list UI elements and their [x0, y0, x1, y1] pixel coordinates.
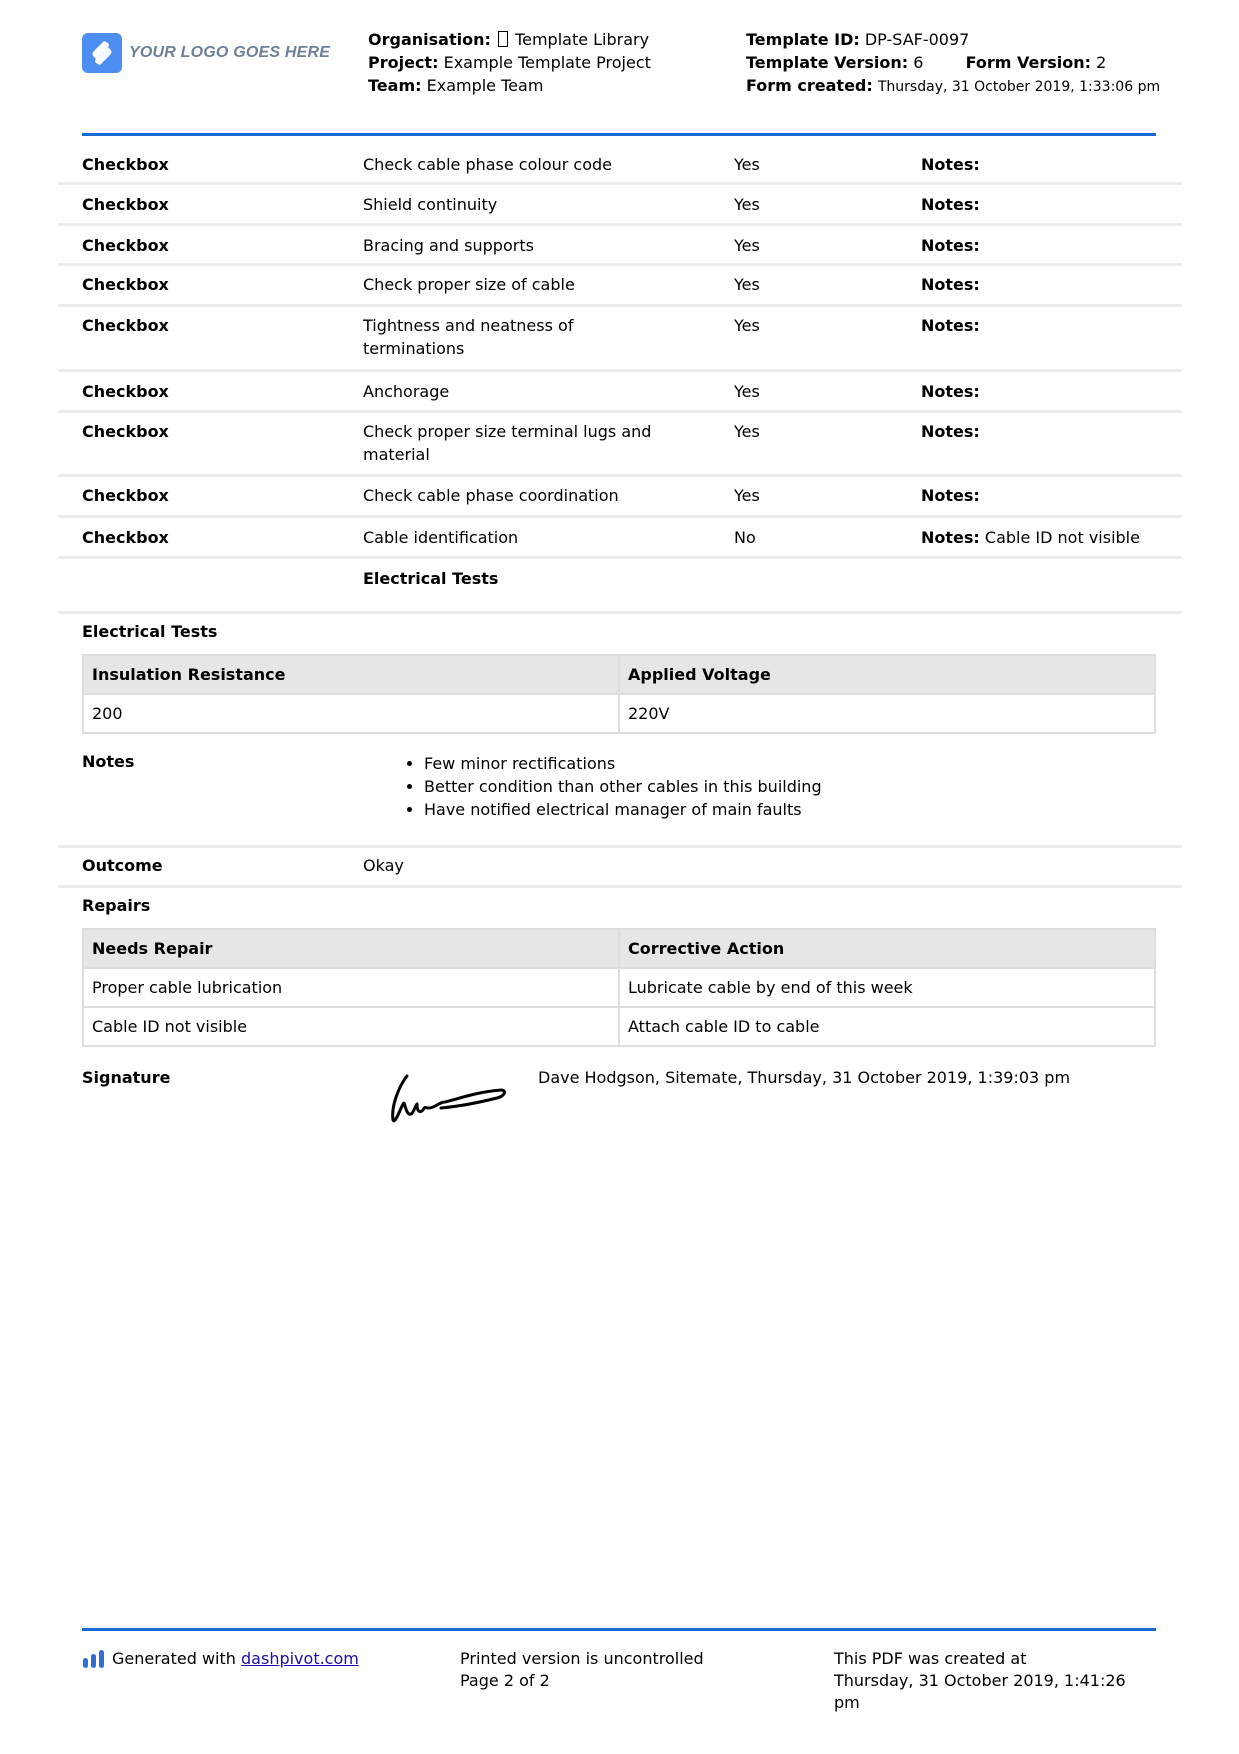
company-logo — [82, 33, 330, 73]
pdf-created-info — [834, 1648, 1154, 1714]
row-item: Check cable phase coordination — [363, 486, 619, 505]
checklist-row — [58, 518, 1182, 559]
form-created-label: Form created: — [746, 76, 873, 95]
header-template-info — [746, 28, 1166, 99]
repairs-table — [82, 928, 1156, 1047]
row-type: Checkbox — [82, 195, 169, 214]
row-item: Anchorage — [363, 382, 450, 401]
row-answer: Yes — [734, 236, 760, 255]
row-type: Checkbox — [82, 422, 169, 441]
checklist-row — [58, 144, 1182, 185]
outcome-value: Okay — [363, 856, 404, 875]
pdf-created-value: Thursday, 31 October 2019, 1:41:26 pm — [834, 1671, 1126, 1712]
team-label: Team: — [368, 76, 422, 95]
row-answer: Yes — [734, 486, 760, 505]
organisation-label: Organisation: — [368, 30, 491, 49]
template-id-label: Template ID: — [746, 30, 860, 49]
notes-label: Notes: — [921, 195, 980, 214]
column-header: Needs Repair — [83, 929, 619, 968]
row-item: Tightness and neatness of terminations — [363, 316, 574, 358]
row-answer: Yes — [734, 382, 760, 401]
column-header: Applied Voltage — [619, 655, 1155, 694]
table-cell: Cable ID not visible — [83, 1007, 619, 1046]
page-number: Page 2 of 2 — [460, 1671, 550, 1690]
form-version-label: Form Version: — [965, 53, 1092, 72]
notes-label: Notes: — [921, 275, 980, 294]
project-value: Example Template Project — [443, 53, 651, 72]
form-version-value: 2 — [1096, 53, 1107, 72]
row-type: Checkbox — [82, 486, 169, 505]
table-cell: Proper cable lubrication — [83, 968, 619, 1007]
row-type: Checkbox — [82, 236, 169, 255]
organisation-line — [368, 28, 651, 51]
row-notes — [921, 484, 980, 507]
checklist-row — [58, 372, 1182, 413]
dashpivot-link[interactable]: dashpivot.com — [241, 1649, 359, 1668]
notes-value: Cable ID not visible — [984, 528, 1140, 547]
row-answer: No — [734, 528, 756, 547]
row-item: Bracing and supports — [363, 236, 534, 255]
notes-list — [390, 752, 822, 821]
generated-with — [82, 1648, 359, 1670]
checklist-row — [58, 266, 1182, 307]
version-line — [746, 51, 1166, 74]
checklist-row — [58, 226, 1182, 266]
row-answer: Yes — [734, 316, 760, 335]
column-header: Corrective Action — [619, 929, 1155, 968]
template-version-value: 6 — [913, 53, 924, 72]
divider — [58, 845, 1182, 848]
template-id-value: DP-SAF-0097 — [864, 30, 970, 49]
checklist-row — [58, 185, 1182, 226]
header-divider — [82, 133, 1156, 136]
row-answer: Yes — [734, 422, 760, 441]
print-info — [460, 1648, 704, 1692]
list-item: • Better condition than other cables in this building — [424, 775, 822, 798]
signature-details: Dave Hodgson, Sitemate, Thursday, 31 October 2019, 1:39:03 pm — [538, 1068, 1071, 1087]
table-cell: 220V — [619, 694, 1155, 733]
section-heading: Electrical Tests — [363, 569, 499, 588]
notes-label: Notes: — [921, 382, 980, 401]
document-header — [82, 28, 1161, 132]
section-heading-row — [58, 559, 1182, 614]
electrical-tests-table — [82, 654, 1156, 734]
outcome-label: Outcome — [82, 856, 163, 875]
row-item: Check cable phase colour code — [363, 155, 613, 174]
row-item: Check proper size of cable — [363, 275, 575, 294]
table-cell: Lubricate cable by end of this week — [619, 968, 1155, 1007]
notes-label: Notes — [82, 752, 135, 771]
checklist-row — [58, 413, 1182, 477]
notes-label: Notes: — [921, 316, 980, 335]
row-type: Checkbox — [82, 528, 169, 547]
notes-label: Notes: — [921, 236, 980, 255]
row-notes — [921, 380, 980, 403]
team-value: Example Team — [426, 76, 544, 95]
template-version-label: Template Version: — [746, 53, 909, 72]
table-cell: Attach cable ID to cable — [619, 1007, 1155, 1046]
row-answer: Yes — [734, 155, 760, 174]
row-item: Check proper size terminal lugs and material — [363, 422, 652, 464]
project-label: Project: — [368, 53, 439, 72]
table-cell: 200 — [83, 694, 619, 733]
list-item: • Have notified electrical manager of main faults — [424, 798, 822, 821]
checklist — [58, 144, 1182, 614]
table-header-row — [83, 655, 1155, 694]
divider — [58, 885, 1182, 888]
row-type: Checkbox — [82, 275, 169, 294]
uncontrolled-notice: Printed version is uncontrolled — [460, 1649, 704, 1668]
notes-label: Notes: — [921, 155, 980, 174]
row-notes — [921, 234, 980, 257]
form-created-value: Thursday, 31 October 2019, 1:33:06 pm — [877, 79, 1161, 95]
table-row — [83, 968, 1155, 1007]
row-answer: Yes — [734, 275, 760, 294]
form-created-line — [746, 74, 1166, 99]
dashpivot-bars-icon — [82, 1649, 106, 1669]
notes-label: Notes: — [921, 422, 980, 441]
row-type: Checkbox — [82, 316, 169, 335]
header-org-info — [368, 28, 651, 97]
box-glyph-icon — [498, 31, 508, 47]
row-notes — [921, 193, 980, 216]
table-row — [83, 1007, 1155, 1046]
table-row — [83, 694, 1155, 733]
notes-label: Notes: — [921, 528, 980, 547]
signature-label: Signature — [82, 1068, 171, 1087]
template-id-line — [746, 28, 1166, 51]
team-line — [368, 74, 651, 97]
logo-text: YOUR LOGO GOES HERE — [129, 44, 331, 61]
generated-prefix: Generated with — [112, 1649, 236, 1668]
signature-image — [385, 1072, 515, 1128]
footer-divider — [82, 1628, 1156, 1631]
table-header-row — [83, 929, 1155, 968]
row-notes — [921, 273, 980, 296]
pdf-created-label: This PDF was created at — [834, 1649, 1027, 1668]
column-header: Insulation Resistance — [83, 655, 619, 694]
row-item: Shield continuity — [363, 195, 498, 214]
row-notes — [921, 314, 980, 337]
row-type: Checkbox — [82, 155, 169, 174]
organisation-value: Template Library — [515, 30, 650, 49]
row-answer: Yes — [734, 195, 760, 214]
logo-icon — [82, 33, 122, 73]
checklist-row — [58, 307, 1182, 372]
row-item: Cable identification — [363, 528, 519, 547]
electrical-tests-label: Electrical Tests — [82, 622, 218, 641]
row-type: Checkbox — [82, 382, 169, 401]
list-item: • Few minor rectifications — [424, 752, 822, 775]
row-notes — [921, 420, 980, 443]
notes-label: Notes: — [921, 486, 980, 505]
row-notes — [921, 153, 980, 176]
repairs-label: Repairs — [82, 896, 151, 915]
checklist-row — [58, 477, 1182, 518]
project-line — [368, 51, 651, 74]
row-notes — [921, 526, 1140, 549]
